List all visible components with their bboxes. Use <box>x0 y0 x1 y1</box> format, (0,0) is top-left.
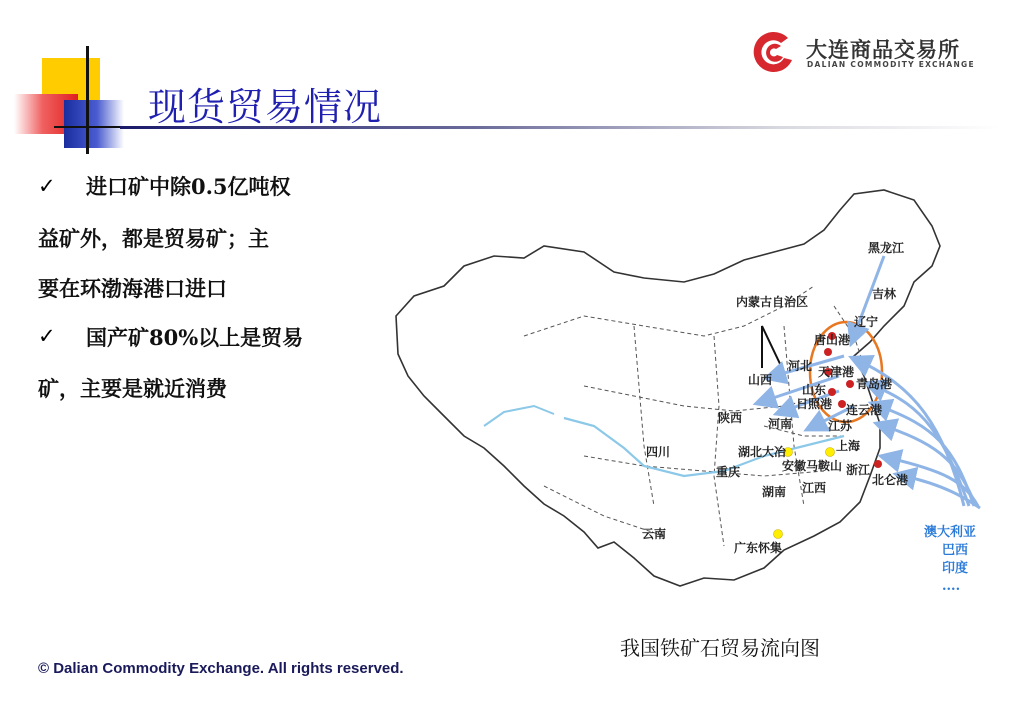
check-icon: ✓ <box>38 174 56 198</box>
map-label-jiangsu: 江苏 <box>828 419 853 433</box>
decor-blue-block <box>64 100 124 148</box>
dce-logo-icon <box>748 26 798 76</box>
map-label-anhui-maanshan: 安徽马鞍山 <box>782 459 843 473</box>
map-label-neimenggu: 内蒙古自治区 <box>736 295 809 309</box>
map-label-yunnan: 云南 <box>642 527 667 541</box>
map-label-henan: 河南 <box>768 417 793 431</box>
source-label-australia: 澳大利亚 <box>924 525 977 540</box>
map-label-shanxi: 山西 <box>748 373 773 387</box>
map-label-jiangxi: 江西 <box>802 481 827 495</box>
source-label-india: 印度 <box>942 561 969 576</box>
bullet-2-line-1: 国产矿80%以上是贸易 <box>86 325 304 350</box>
map-label-guangdong: 广东怀集 <box>734 541 783 555</box>
map-label-shandong: 山东 <box>802 383 827 397</box>
map-caption: 我国铁矿石贸易流向图 <box>620 636 820 660</box>
map-label-shaanxi: 陕西 <box>718 411 743 425</box>
map-label-qingdao: 青岛港 <box>856 377 893 391</box>
map-label-chongqing: 重庆 <box>716 465 741 479</box>
map-label-liaoning: 辽宁 <box>854 315 879 329</box>
bullet-1-line-2: 益矿外，都是贸易矿；主 <box>38 226 269 251</box>
map-label-heilongjiang: 黑龙江 <box>868 241 905 255</box>
map-label-tianjin: 天津港 <box>818 365 855 379</box>
map-label-sichuan: 四川 <box>646 445 671 459</box>
map-label-beilun: 北仑港 <box>872 473 909 487</box>
bullet-2-line-2: 矿，主要是就近消费 <box>38 376 227 401</box>
footer-copyright: © Dalian Commodity Exchange. All rights reserved. <box>38 660 404 677</box>
logo-chinese-name: 大连商品交易所 <box>806 38 960 62</box>
map-label-lianyungang: 连云港 <box>846 403 883 417</box>
map-label-shanghai: 上海 <box>836 439 861 453</box>
map-label-hebei: 河北 <box>788 359 813 373</box>
source-label-etc: .... <box>942 579 961 594</box>
decor-vertical-line <box>86 46 89 154</box>
map-label-zhejiang: 浙江 <box>846 463 871 477</box>
map-label-hunan: 湖南 <box>762 485 787 499</box>
check-icon: ✓ <box>38 324 56 348</box>
iron-ore-flow-map <box>384 186 996 606</box>
map-label-hubei-daye: 湖北大冶 <box>738 445 787 459</box>
page-title: 现货贸易情况 <box>148 85 383 129</box>
bullet-1-line-1: 进口矿中除0.5亿吨权 <box>86 174 291 199</box>
map-label-jilin: 吉林 <box>872 287 897 301</box>
bullet-1-line-3: 要在环渤海港口进口 <box>38 276 227 301</box>
logo-english-name: DALIAN COMMODITY EXCHANGE <box>807 60 975 69</box>
map-label-rizhao: 日照港 <box>796 397 833 411</box>
source-label-brazil: 巴西 <box>942 543 969 558</box>
map-label-tangshan: 唐山港 <box>814 333 851 347</box>
